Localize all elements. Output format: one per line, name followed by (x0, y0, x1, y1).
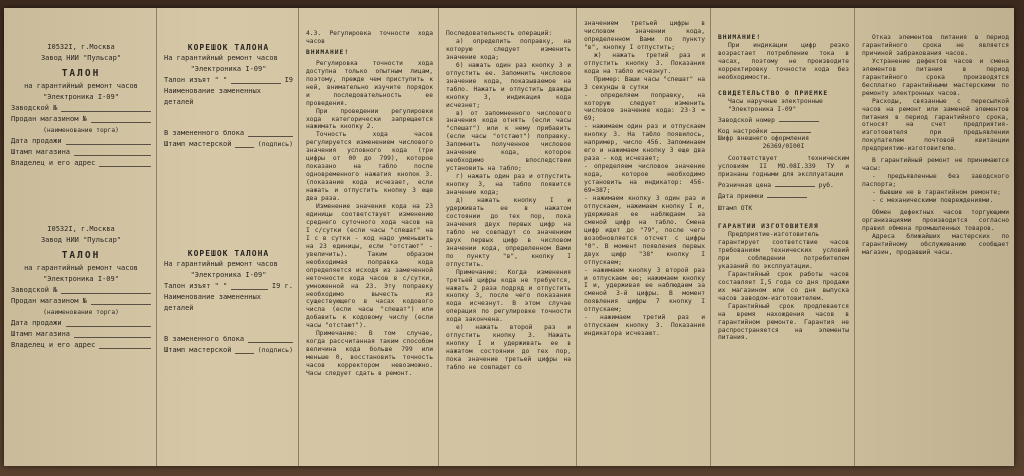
owner-field (99, 158, 151, 167)
stub-replaced-block: В замененного блока (164, 129, 245, 137)
store-stamp-field (74, 147, 151, 156)
certificate-model: Часы наручные электронные (728, 97, 823, 105)
store-stamp-field (74, 329, 151, 338)
paragraph: - определяем числовое значение кода, которое необходимо установить на индикатор: 456-69=387; (584, 163, 705, 195)
paragraph: в) от запомненного числового значения кода отнять (если часы "спешат") или к нему прибавить (если часы "отстают") поправку. Запомнить полученное числовое значение кода, которое необходимо впоследствии установить на табло; (446, 109, 571, 173)
coupon-model: "Электроника I-09" (43, 275, 119, 283)
paragraph: Примечание: В том случае, когда рассчитанная таким способом величина кода больше 799 или меньше 0, восстановить точность часов корректором невозможно. Часы следует сдать в ремонт. (306, 330, 433, 378)
sold-by-field (91, 114, 151, 123)
address-line-1: I0532I, г.Москва (47, 225, 115, 233)
accept-date-label: Дата приемки (718, 193, 764, 201)
sale-date-label: Дата продажи (11, 137, 62, 145)
paragraph: В гарантийный ремонт не принимаются часы: (862, 157, 1009, 173)
paragraph: - нажимаем один раз и отпускаем кнопку 3. На табло появилось, например, число 456. Запоминаем его и нажимаем кнопку 3 еще два раза - код исчезает; (584, 123, 705, 163)
serial-field (779, 114, 819, 122)
trade-name-caption: (наименование торга) (43, 309, 119, 316)
paragraph: - бывшие не в гарантийном ремонте; (872, 189, 1001, 197)
otk-stamp-label: Штамп ОТК (718, 205, 753, 213)
serial-label: Заводской номер (718, 116, 775, 124)
coupon-stub-2 (164, 248, 293, 356)
paragraph: значением третьей цифры в числовом значении кода, определенном Вами по пункту "в", кнопку I отпустить; (584, 20, 705, 51)
sale-date-field (66, 136, 151, 145)
paragraph: Устранение дефектов часов и смена элементов питания в период гарантийного срока производятся бесплатно гарантийными мастерскими по ремонту электронных часов. (862, 57, 1009, 97)
stub-line-1: На гарантийный ремонт часов (164, 54, 278, 62)
cipher-value: 26369/0I00I (762, 143, 805, 151)
paragraph: Примечание: Когда изменения третьей цифры кода не требуется, нажать 2 раза подряд и отпустить кнопку 3, после чего показания кода исчезнут. В этом случае операция по регулировке точности хода закончена. (446, 268, 571, 324)
factory-number-label: Заводской № (11, 104, 58, 112)
example-column (576, 8, 710, 466)
operations-column (438, 8, 576, 466)
store-stamp-label: Штамп магазина (11, 148, 71, 156)
stub-replaced-block: В замененного блока (164, 335, 245, 343)
setup-code-field (771, 125, 811, 133)
coupon-subtitle: на гарантийный ремонт часов (24, 82, 138, 90)
coupon-title: ТАЛОН (61, 250, 101, 261)
stub-title: КОРЕШОК ТАЛОНА (187, 249, 270, 258)
paragraph: д) нажать кнопку I и удерживать ее в нажатом состоянии до тех пор, пока значения двух первых цифр на табло не совпадут со значением двух первых цифр в числовом значении кода, определенном Вами по пункту "в", кнопку I отпустить. (446, 197, 571, 268)
paragraph: ж) нажать третий раз и отпустить кнопку 3. Показания кода на табло исчезнут. (584, 51, 705, 75)
owner-label: Владелец и его адрес (11, 159, 96, 167)
paragraph: Изменение значения кода на 23 единицы соответствует изменению среднего суточного хода часов на I с/сутки (если часы "спешат" на I с в сутки - код надо уменьшить на 23 единицы, если "отстают" - увеличить). Таким образом необходимая поправка кода определяется исходя из замеченной неточности хода часов в с/сутки, умноженной на 23. Эту поправку необходимо вычесть из существующего в часах кодового числа (если часы "спешат") или добавить к кодовому числу (если часы "отстают"). (306, 203, 433, 330)
stub-workshop-stamp: Штамп мастерской (164, 346, 232, 354)
sale-date-field (66, 318, 151, 327)
certificate-title: СВИДЕТЕЛЬСТВО О ПРИЕМКЕ (718, 89, 829, 97)
paragraph: При проведении регулировки хода категорически запрещается нажимать кнопку 2. (306, 107, 433, 131)
section-heading: 4.3. Регулировка точности хода часов (306, 30, 433, 45)
paragraph: - предъявленные без заводского паспорта; (862, 173, 1009, 189)
owner-field (99, 340, 151, 349)
retail-price-row (718, 179, 849, 190)
paragraph: Гарантийный срок работы часов составляет I,5 года со дня продажи их магазином или со дня выпуска часов заводом-изготовителем. (718, 270, 849, 302)
paragraph: Расходы, связанные с пересылкой часов на ремонт или заменой элементов питания в период гарантийного срока, относят на счет предприятия-изготовителя при предъявлении покупателем почтовой квитанции предприятию-изготовителю. (862, 97, 1009, 153)
stub-line-1: На гарантийный ремонт часов (164, 260, 278, 268)
paragraph: Отказ элементов питания в период гарантийного срока не является причиной забракования часов. (862, 34, 1009, 57)
stub-year: I9 г. (271, 282, 293, 290)
accept-date-field (767, 190, 807, 198)
accept-date-row (718, 190, 849, 201)
certificate-model-2: "Электроника I-09" (728, 105, 797, 113)
compliance-text: Соответствует техническим условиям II МО.08I.339 ТУ и признаны годными для эксплуатации (718, 155, 849, 179)
cipher-label: Шифр внешнего оформления (718, 135, 809, 143)
accuracy-adjustment-column (298, 8, 438, 466)
owner-label: Владелец и его адрес (11, 341, 96, 349)
factory-number-field (61, 103, 151, 112)
address-line-1: I0532I, г.Москва (47, 43, 115, 51)
coupon-subtitle: на гарантийный ремонт часов (24, 264, 138, 272)
sold-by-label: Продан магазином № (11, 297, 87, 305)
factory-number-field (61, 285, 151, 294)
warranty-conditions-column (854, 8, 1014, 466)
stub-workshop-stamp: Штамп мастерской (164, 140, 232, 148)
price-label: Розничная цена (718, 182, 772, 190)
store-stamp-label: Штамп магазина (11, 330, 71, 338)
paragraph: - определяем поправку, на которую следует изменить числовое значение кода: 23·3 = 69; (584, 91, 705, 123)
paragraph: - с механическими повреждениями. (872, 197, 994, 205)
paragraph: а) определить поправку, на которую следует изменить значение кода; (446, 37, 571, 61)
stub-replaced-block-field (248, 334, 293, 343)
coupon-title: ТАЛОН (61, 68, 101, 79)
stub-replaced-block-field (248, 128, 293, 137)
paragraph: Адреса ближайших мастерских по гарантийному обслуживанию сообщает магазин, продавший часы. (862, 232, 1009, 256)
serial-number-label (718, 114, 849, 125)
stub-model: "Электроника I-09" (190, 65, 267, 73)
sale-date-label: Дата продажи (11, 319, 62, 327)
setup-code-label (718, 125, 849, 136)
paragraph: - нажимаем кнопку 3 один раз и отпускаем, нажимаем кнопку I и, удерживая ее наблюдаем за сменой цифр на табло. Смена цифр идет до "79", после чего возобновляется отсчет с цифры "0". В момент появления первых двух цифр "38" кнопку I отпускаем; (584, 194, 705, 266)
stub-taken-field (231, 75, 280, 84)
paragraph: Пример: Ваши часы "спешат" на 3 секунды в сутки (584, 75, 705, 91)
price-field (775, 179, 815, 187)
paragraph: Точность хода часов регулируется изменением числового значения условного кода (три цифры от 00 до 799), которое показано на табло после одновременного нажатия кнопок 3. (показание кода исчезает, если нажать и отпустить кнопку 3 еще два раза. (306, 131, 433, 203)
attention-label: ВНИМАНИЕ! (718, 34, 762, 41)
trade-name-caption: (наименование торга) (43, 127, 119, 134)
stub-model: "Электроника I-09" (190, 271, 267, 279)
stub-signature-caption: (подпись) (257, 140, 293, 148)
address-line-2: Завод НИИ "Пульсар" (40, 54, 122, 62)
stub-column (156, 8, 298, 466)
stub-signature-caption: (подпись) (257, 346, 293, 354)
paragraph: Регулировка точности хода доступна только опытным лицам, поэтому, прежде чем приступить к ней, внимательно изучите порядок и последовательность ее проведения. (306, 59, 433, 107)
warranty-card-sheet (4, 8, 1014, 466)
stub-replaced-parts: Наименование замененных деталей (164, 87, 261, 106)
paragraph: - нажимаем кнопку 3 второй раз и отпускаем ее; нажимаем кнопку I и, удерживая ее наблюдаем за сменой 3-й цифры. В момент появления цифры 7 кнопку I отпускаем; (584, 266, 705, 314)
warranty-coupon-1 (11, 42, 151, 169)
paragraph: г) нажать один раз и отпустить кнопку 3, на табло появится значение кода; (446, 173, 571, 197)
stub-taken-label: Талон изъят " " (164, 282, 228, 290)
stub-taken-field (231, 281, 268, 290)
certificate-column (710, 8, 854, 466)
paragraph: е) нажать второй раз и отпустить кнопку 3. Нажать кнопку I и удерживать ее в нажатом состоянии до тех пор, пока значение третьей цифры на табло не совпадет со (446, 324, 571, 372)
stub-workshop-stamp-field (235, 345, 253, 354)
warning-text: При индикации цифр резко возрастает потребление тока в часах, поэтому не производите корректировку точности хода без необходимости. (718, 41, 849, 81)
warranty-coupon-2 (11, 224, 151, 351)
paragraph: - нажимаем третий раз и отпускаем кнопку 3. Показания индикатора исчезают. (584, 314, 705, 338)
paragraph: б) нажать один раз кнопку 3 и отпустить ее. Запомнить числовое значение кода, показываемое на табло. Нажать и отпустить дважды кнопку 3, индикация кода исчезнет; (446, 61, 571, 109)
coupon-column (4, 8, 156, 466)
attention-label: ВНИМАНИЕ! (306, 48, 350, 56)
section-heading: Последовательность операций: (446, 30, 553, 37)
stub-workshop-stamp-field (235, 139, 253, 148)
price-unit: руб. (818, 182, 834, 190)
address-line-2: Завод НИИ "Пульсар" (40, 236, 122, 244)
warranty-title: ГАРАНТИИ ИЗГОТОВИТЕЛЯ (718, 223, 819, 231)
stub-year: I9 (284, 76, 293, 84)
stub-replaced-parts: Наименование замененных деталей (164, 293, 261, 312)
stub-taken-label: Талон изъят " " (164, 76, 228, 84)
paragraph: Предприятие-изготовитель гарантирует соответствие часов требованиям технических условий при соблюдении потребителем указаний по эксплуатации. (718, 231, 849, 270)
setup-code-text: Код настройки (718, 127, 768, 135)
sold-by-field (91, 296, 151, 305)
sold-by-label: Продан магазином № (11, 115, 87, 123)
paragraph: Гарантийный срок продлевается на время нахождения часов в гарантийном ремонте. Гарантия не распространяется на элементы питания. (718, 302, 849, 342)
coupon-model: "Электроника I-09" (43, 93, 119, 101)
stub-title: КОРЕШОК ТАЛОНА (187, 43, 270, 52)
paragraph: Обмен дефектных часов торгующими организациями производится согласно правил обмена промышленных товаров. (862, 209, 1009, 232)
factory-number-label: Заводской № (11, 286, 58, 294)
coupon-stub-1 (164, 42, 293, 150)
